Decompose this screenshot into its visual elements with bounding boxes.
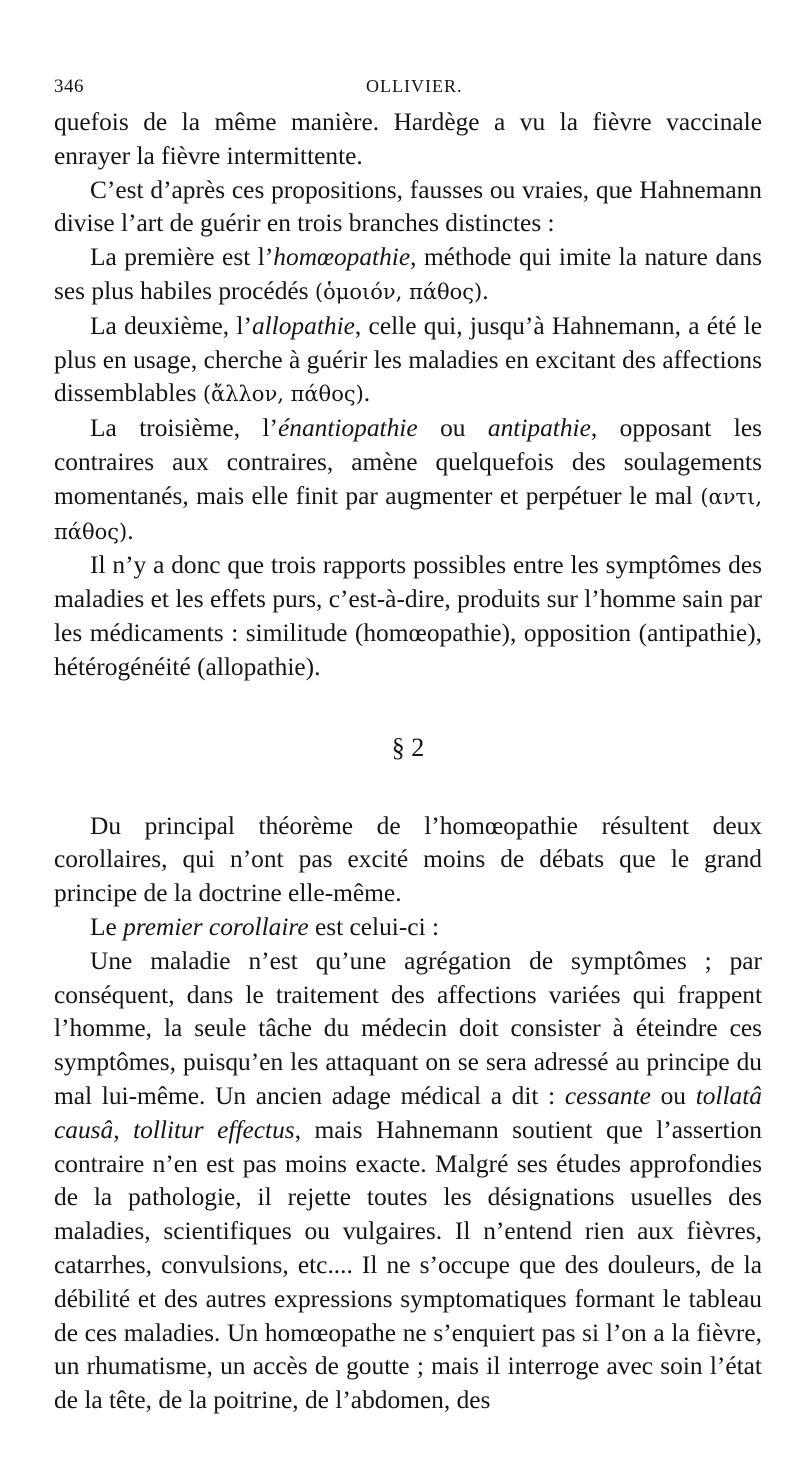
running-head	[54, 72, 762, 106]
paragraph-hahnemann-branches: C’est d’après ces propositions, fausses ou vraies, que Hahnemann divise l’art de guérir en trois branches distinctes :	[54, 175, 762, 238]
paragraph-homoeopathie: La première est l’homœopathie, méthode qui imite la nature dans ses plus habiles procédés (ὁμοιόν, πάθος).	[54, 243, 762, 305]
term-enantiopathie: énantiopathie	[278, 414, 418, 443]
paragraph-continuation: quefois de la même manière. Hardège a vu la fièvre vaccinale enrayer la fièvre intermittente.	[54, 108, 762, 170]
paragraph-allopathie: La deuxième, l’allopathie, celle qui, jusqu’à Hahnemann, a été le plus en usage, cherche à guérir les maladies en excitant des affections dissemblables (ἄλλον, πάθος).	[54, 311, 763, 408]
book-page	[54, 72, 762, 1418]
latin-cessante: cessante	[564, 1081, 651, 1110]
greek-etymology: (ἄλλον, πάθος)	[202, 382, 364, 407]
term-allopathie: allopathie	[251, 311, 355, 340]
section-heading: § 2	[391, 732, 425, 762]
paragraph-corollaries: Du principal théorème de l’homœopathie résultent deux corollaires, qui n’ont pas excité moins de débats que le grand principe de la doctrine elle-même.	[54, 811, 762, 908]
paragraph-first-corollary: Le premier corollaire est celui-ci :	[90, 912, 440, 941]
greek-etymology: (αντι, πάθος)	[54, 484, 762, 544]
page-number: 346	[54, 76, 84, 97]
term-premier-corollaire: premier corollaire	[123, 912, 309, 941]
term-homoeopathie: homœopathie	[273, 243, 411, 272]
paragraph-three-relations: Il n’y a donc que trois rapports possibles entre les symptômes des maladies et les effets purs, c’est-à-dire, produits sur l’homme sain par les médicaments : similitude (homœopathie), opposition (antipathie), hétérogénéité (allopathie).	[54, 551, 762, 681]
greek-etymology: (ὁμοιόν, πάθος)	[314, 279, 483, 304]
latin-adage: tollatâ causâ, tollitur effectus	[54, 1081, 762, 1144]
paragraph-antipathie: La troisième, l’énantiopathie ou antipathie, opposant les contraires aux contraires, amène quelquefois des soulagements momentanés, mais elle finit par augmenter et perpétuer le mal (αντι, πάθος).	[54, 414, 762, 545]
term-antipathie: antipathie	[487, 414, 591, 443]
running-title: OLLIVIER.	[366, 76, 463, 96]
paragraph-symptoms: Une maladie n’est qu’une agrégation de symptômes ; par conséquent, dans le traitement des affections variées qui frappent l’homme, la seule tâche du médecin doit consister à éteindre ces symptômes, puisqu’en les attaquant on se sera adressé au principe du mal lui-même. Un ancien adage médical a dit : cessante ou tollatâ causâ, tollitur effectus, mais Hahnemann soutient que l’assertion contraire n’en est pas moins exacte. Malgré ses études approfondies de la pathologie, il rejette toutes les désignations usuelles des maladies, scientifiques ou vulgaires. Il n’entend rien aux fièvres, catarrhes, convulsions, etc.... Il ne s’occupe que des douleurs, de la débilité et des autres expressions symptomatiques formant le tableau de ces maladies. Un homœopathe ne s’enquiert pas si l’on a la fièvre, un rhumatisme, un accès de goutte ; mais il interroge avec soin l’état de la tête, de la poitrine, de l’abdomen, des	[54, 946, 762, 1415]
